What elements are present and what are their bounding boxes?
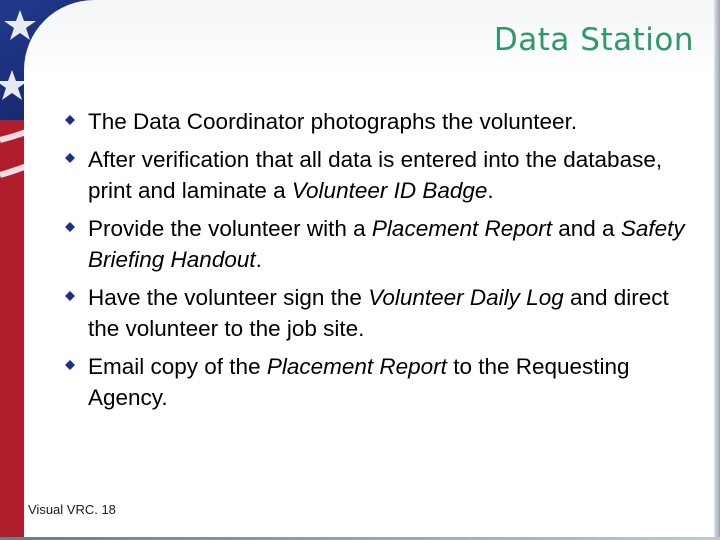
- bullet-text: .: [255, 247, 262, 272]
- footer-label: Visual VRC. 18: [28, 502, 116, 517]
- bullet-item: [60, 351, 690, 413]
- bullet-text: Have the volunteer sign the: [88, 285, 369, 310]
- right-edge-divider: [714, 0, 720, 540]
- bullet-item: [60, 144, 690, 206]
- diamond-bullet-icon: [65, 115, 75, 125]
- bullet-text: and a: [552, 216, 621, 241]
- bullet-text: Email copy of the: [88, 354, 267, 379]
- bullet-item: [60, 106, 690, 137]
- diamond-bullet-icon: [65, 360, 75, 370]
- slide-title: Data Station: [493, 22, 694, 58]
- diamond-bullet-icon: [65, 153, 75, 163]
- bullet-list: [60, 106, 690, 420]
- bullet-text-emphasis: Volunteer Daily Log: [368, 285, 564, 310]
- bullet-text-emphasis: Volunteer ID Badge: [291, 178, 488, 203]
- bullet-text-emphasis: Safety Briefing Handout: [88, 216, 685, 272]
- diamond-bullet-icon: [65, 291, 75, 301]
- bullet-text: The Data Coordinator photographs the volunteer.: [88, 109, 578, 134]
- bullet-text: .: [487, 178, 494, 203]
- bullet-text-emphasis: Placement Report: [371, 216, 553, 241]
- bullet-text: and direct the volunteer to the job site.: [88, 285, 669, 341]
- bullet-text-emphasis: Placement Report: [266, 354, 447, 379]
- bullet-text: After verification that all data is entered into the database, print and laminate a: [88, 147, 663, 203]
- bullet-text: Provide the volunteer with a: [88, 216, 372, 241]
- bullet-text: to the Requesting Agency.: [88, 354, 630, 410]
- bullet-item: [60, 213, 690, 275]
- bullet-item: [60, 282, 690, 344]
- diamond-bullet-icon: [65, 222, 75, 232]
